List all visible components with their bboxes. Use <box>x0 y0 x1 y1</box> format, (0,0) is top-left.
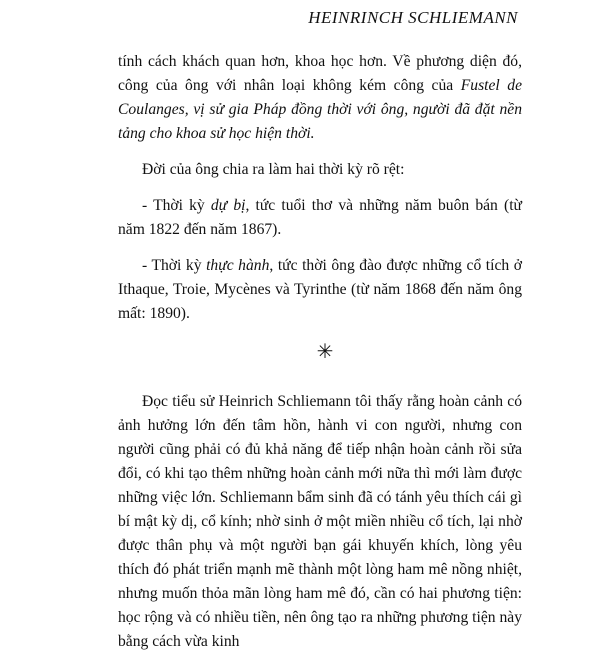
paragraph-3-italic: dự bị <box>210 197 246 214</box>
paragraph-4-italic: thực hành <box>206 257 270 274</box>
paragraph-4-lead: - Thời kỳ <box>142 257 207 274</box>
paragraph-3 <box>118 194 522 242</box>
paragraph-4 <box>118 254 522 326</box>
paragraph-5: Đọc tiểu sử Heinrich Schliemann tôi thấy rằng hoàn cảnh có ảnh hưởng lớn đến tâm hồn, hành vi con người, nhưng con người cũng phải có đủ khả năng để tiếp nhận hoàn cảnh rồi sửa đổi, có khi tạo thêm những hoàn cảnh mới nữa thì mới làm được những việc lớn. Schliemann bẩm sinh đã có tánh yêu thích cái gì bí mật kỳ dị, cổ kính; nhờ sinh ở một miền nhiều cổ tích, lại nhờ được thân phụ và một người bạn gái khuyến khích, lòng yêu thích đó phát triển mạnh mẽ thành một lòng ham mê nồng nhiệt, nhưng muốn thỏa mãn lòng ham mê đó, cần có hai phương tiện: học rộng và có nhiều tiền, nên ông tạo ra những phương tiện này bằng cách vừa kinh <box>118 393 522 650</box>
body-text <box>118 50 522 654</box>
paragraph-1 <box>118 50 522 146</box>
paragraph-1-text: tính cách khách quan hơn, khoa học hơn. Về phương diện đó, công của ông với nhân loại không kém công của <box>118 53 522 94</box>
section-separator-icon: ✳ <box>316 341 334 363</box>
paragraph-3-rest: , tức tuổi thơ và những năm buôn bán (từ năm 1822 đến năm 1867). <box>118 197 522 238</box>
paragraph-3-lead: - Thời kỳ <box>142 197 211 214</box>
paragraph-2: Đời của ông chia ra làm hai thời kỳ rõ rệt: <box>142 161 405 178</box>
running-title: HEINRINCH SCHLIEMANN <box>308 8 518 27</box>
paragraph-1-italic: Fustel de Coulanges, vị sử gia Pháp đồng thời với ông, người đã đặt nền tảng cho khoa sử học hiện thời. <box>118 77 522 142</box>
paragraph-4-rest: , tức thời ông đào được những cổ tích ở Ithaque, Troie, Mycènes và Tyrinthe (từ năm 1868 đến năm ông mất: 1890). <box>118 257 522 322</box>
